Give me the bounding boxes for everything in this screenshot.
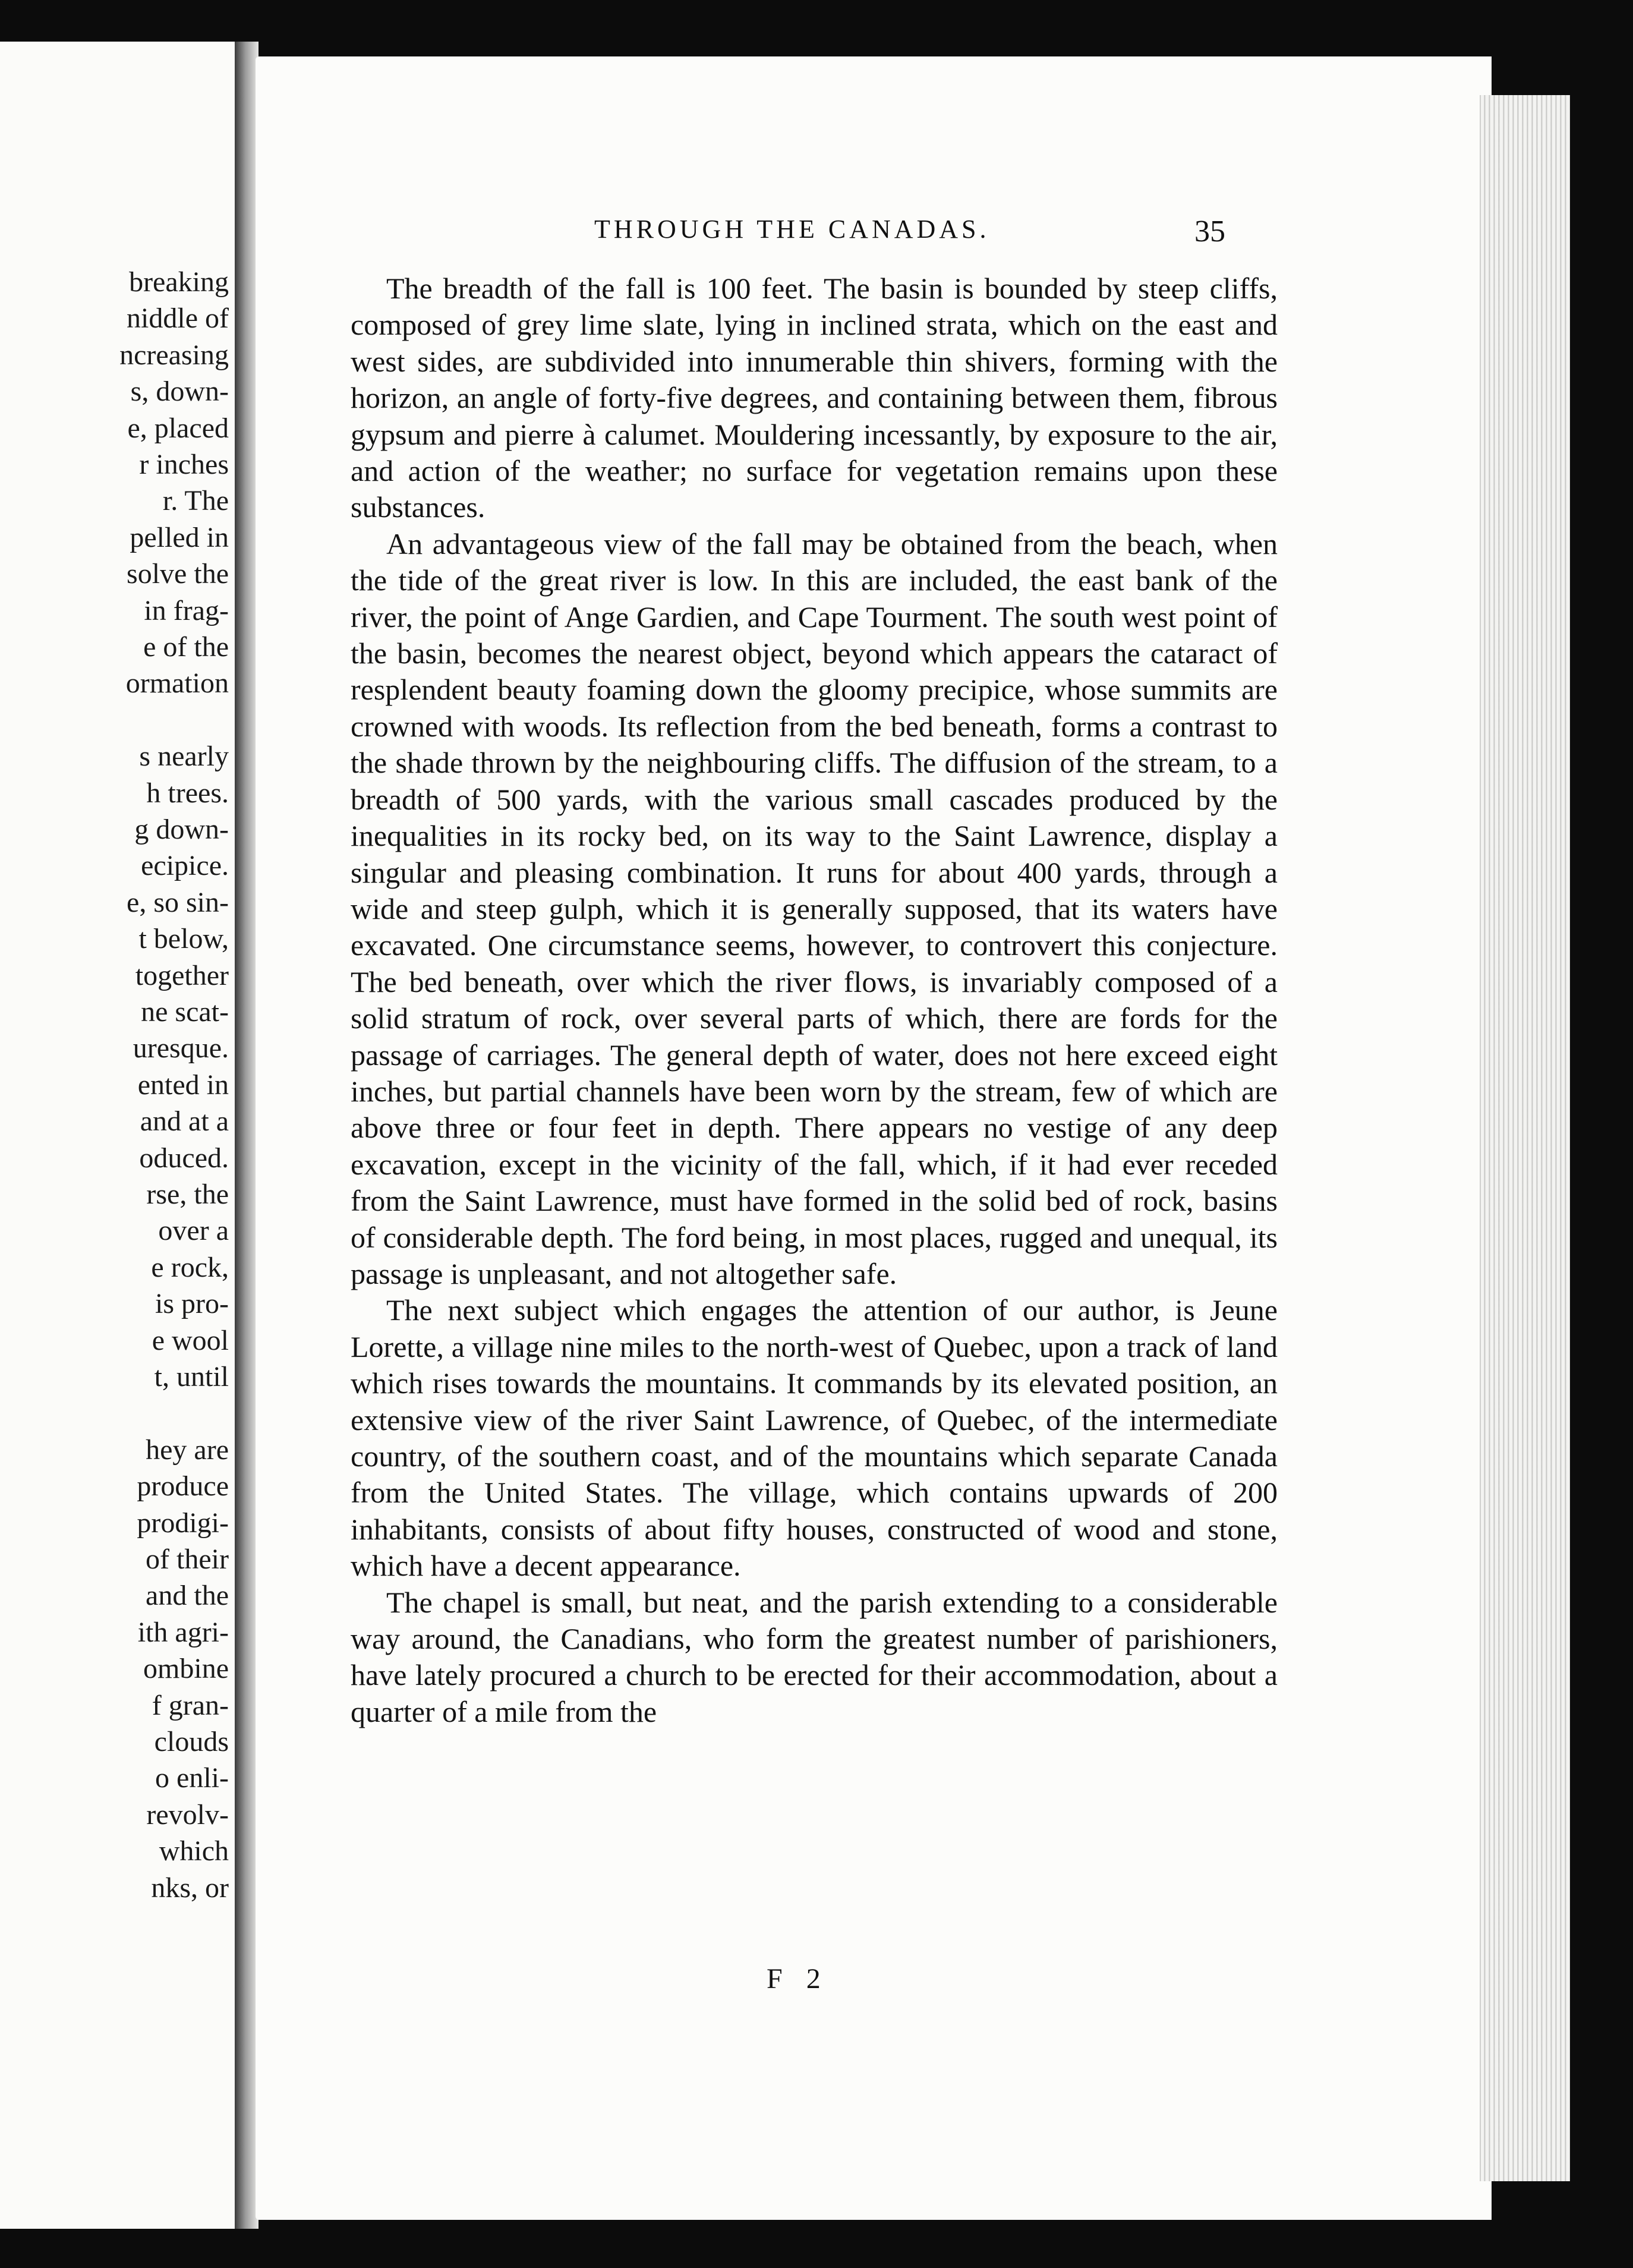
left-facing-page [0, 42, 235, 2229]
left-page-line-fragment: produce [137, 1470, 229, 1502]
page-stack-edge [1480, 95, 1570, 2181]
left-page-line-fragment: ombine [143, 1653, 229, 1685]
left-page-line-fragment: in frag- [144, 594, 229, 626]
left-page-line-fragment: ecipice. [141, 850, 229, 882]
left-page-line-fragment: ormation [125, 667, 229, 700]
signature-mark: F 2 [767, 1963, 829, 1995]
left-page-line-fragment: ith agri- [137, 1616, 229, 1648]
left-page-line-fragment: e wool [152, 1324, 229, 1356]
left-page-line-fragment: o enli- [155, 1762, 229, 1794]
left-page-line-fragment: s, down- [130, 376, 229, 408]
paragraph: The next subject which engages the attention of our author, is Jeune Lorette, a village nine miles to the north-west of Quebec, upon a track of land which rises towards the mountains. It commands by its elevated position, an extensive view of the river Saint Lawrence, of Quebec, of the intermediate country, of the southern coast, and of the mountains which separate Canada from the United States. The village, which contains upwards of 200 inhabitants, consists of about fifty houses, constructed of wood and stone, which have a decent appearance. [351, 1293, 1278, 1583]
left-page-line-fragment: r. The [162, 485, 229, 517]
page-number: 35 [1194, 215, 1225, 248]
left-page-line-fragment: t, until [154, 1361, 229, 1393]
left-page-line-fragment: breaking [129, 266, 229, 298]
left-page-line-fragment: is pro- [155, 1288, 229, 1320]
left-page-line-fragment: h trees. [146, 777, 229, 809]
left-page-line-fragment: niddle of [127, 303, 229, 335]
running-head: THROUGH THE CANADAS. [594, 215, 990, 244]
left-page-line-fragment: which [159, 1835, 229, 1867]
left-page-line-fragment: e rock, [151, 1251, 229, 1283]
left-page-line-fragment: t below, [138, 923, 229, 955]
left-page-line-fragment: uresque. [133, 1032, 229, 1064]
body-text [351, 270, 1278, 1730]
left-page-line-fragment: over a [158, 1215, 229, 1247]
left-page-line-fragment: ncreasing [119, 339, 229, 371]
left-page-line-fragment: solve the [127, 558, 229, 590]
left-page-line-fragment: pelled in [130, 521, 229, 553]
left-page-line-fragment: rse, the [146, 1179, 229, 1210]
left-page-line-fragment: together [135, 959, 229, 991]
left-page-line-fragment: e of the [143, 631, 229, 663]
left-page-line-fragment: g down- [134, 814, 229, 845]
left-page-line-fragment: e, so sin- [127, 886, 229, 918]
left-page-line-fragment: and at a [140, 1105, 229, 1138]
left-page-line-fragment: s nearly [139, 741, 229, 773]
left-page-line-fragment: and the [146, 1580, 229, 1612]
left-page-line-fragment: prodigi- [137, 1507, 229, 1539]
left-page-line-fragment: of their [146, 1544, 229, 1575]
left-page-line-fragment: r inches [139, 449, 229, 480]
left-page-line-fragment: revolv- [146, 1798, 229, 1831]
paragraph: The chapel is small, but neat, and the parish extending to a considerable way around, the Canadians, who form the greatest number of parishioners, have lately procured a church to be erected for their accommodation, about a quarter of a mile from the [351, 1585, 1278, 1728]
left-page-line-fragment: oduced. [139, 1142, 229, 1174]
left-page-line-fragment: clouds [154, 1726, 229, 1757]
left-page-line-fragment: e, placed [127, 412, 229, 444]
paragraph: The breadth of the fall is 100 feet. The basin is bounded by steep cliffs, composed of grey lime slate, lying in inclined strata, which on the east and west sides, are subdivided into innumerable thin shivers, forming with the horizon, an angle of forty-five degrees, and containing between them, fibrous gypsum and pierre à calumet. Mouldering incessantly, by exposure to the air, and action of the weather; no surface for vegetation remains upon these substances. [351, 272, 1278, 524]
left-page-line-fragment: hey are [146, 1434, 229, 1466]
left-page-line-fragment: nks, or [151, 1872, 229, 1904]
paragraph: An advantageous view of the fall may be obtained from the beach, when the tide of the great river is low. In this are included, the east bank of the river, the point of Ange Gardien, and Cape Tourment. The south west point of the basin, becomes the nearest object, beyond which appears the cataract of resplendent beauty foaming down the gloomy precipice, whose summits are crowned with woods. Its reflection from the bed beneath, forms a contrast to the shade thrown by the neighbouring cliffs. The diffusion of the stream, to a breadth of 500 yards, with the various small cascades produced by the inequalities in its rocky bed, on its way to the Saint Lawrence, display a singular and pleasing combination. It runs for about 400 yards, through a wide and steep gulph, which it is generally supposed, that its waters have excavated. One circumstance seems, however, to controvert this conjecture. The bed beneath, over which the river flows, is invariably composed of a solid stratum of rock, over several parts of which, there are fords for the passage of carriages. The general depth of water, does not here exceed eight inches, but partial channels have been worn by the stream, few of which are above three or four feet in depth. There appears no vestige of any deep excavation, except in the vicinity of the fall, which, if it had ever receded from the Saint Lawrence, must have formed in the solid bed of rock, basins of considerable depth. The ford being, in most places, rugged and unequal, its passage is unpleasant, and not altogether safe. [351, 527, 1278, 1290]
left-page-line-fragment: f gran- [152, 1689, 229, 1721]
book-gutter [235, 42, 258, 2229]
left-page-line-fragment: ne scat- [141, 996, 229, 1028]
left-page-line-fragment: ented in [137, 1069, 229, 1101]
